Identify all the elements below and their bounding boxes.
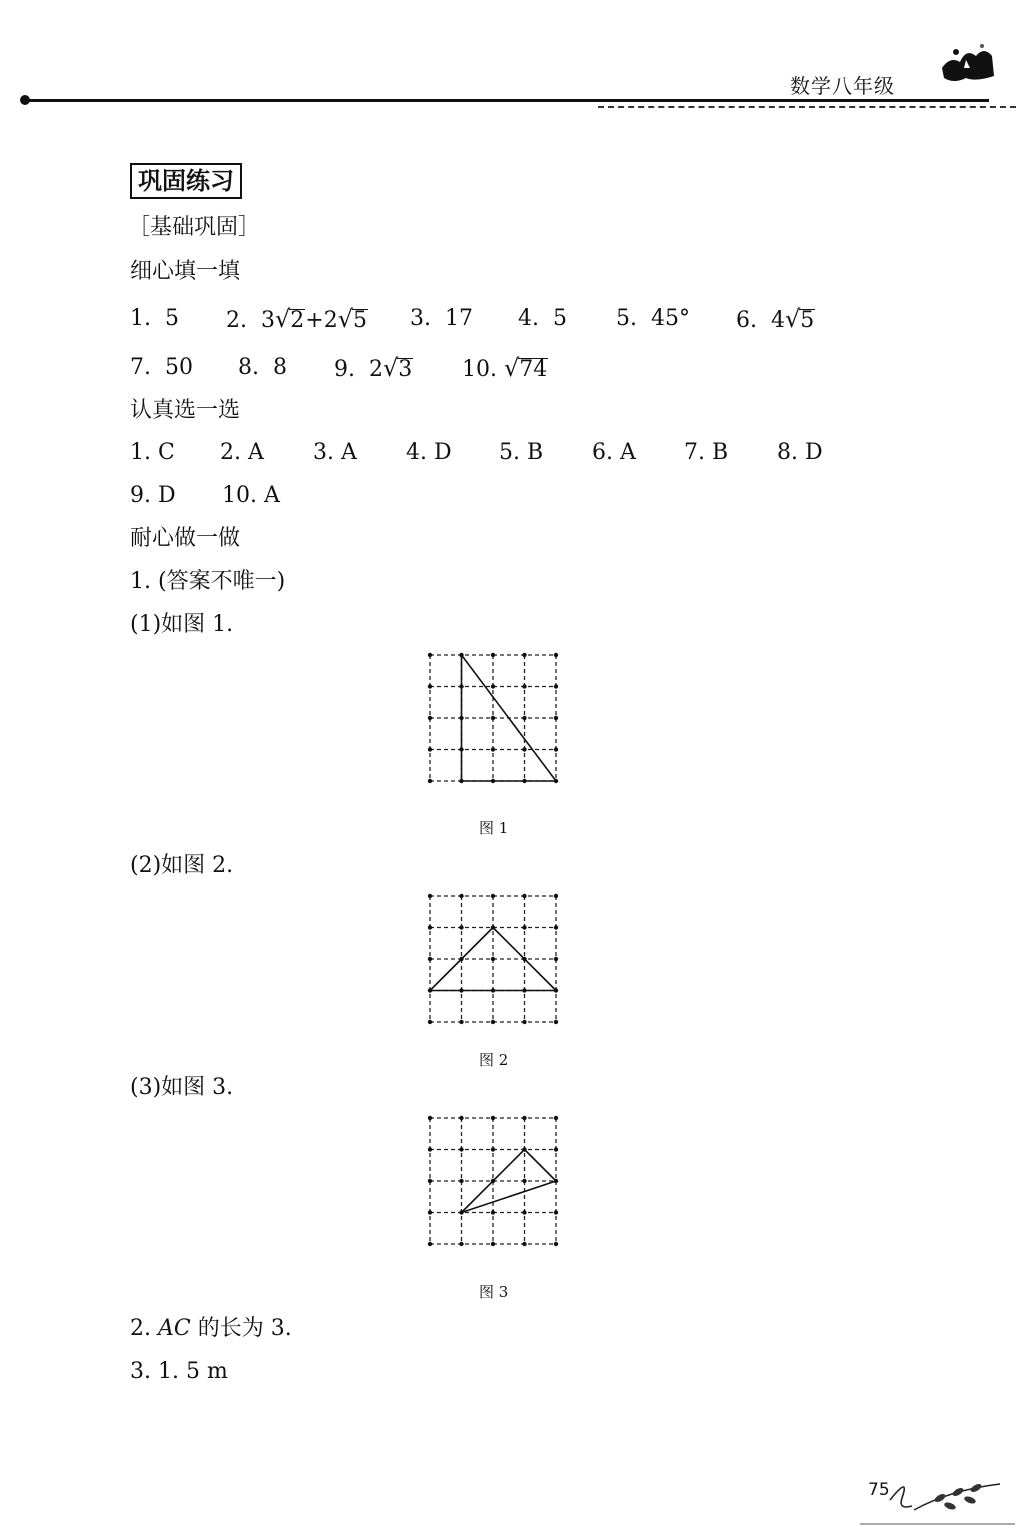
figure-1 <box>425 650 561 790</box>
grid-point <box>428 1147 432 1151</box>
grid-point <box>522 1020 526 1024</box>
fill-answer-4: 4. 5 <box>518 306 567 331</box>
grid-point <box>554 1210 558 1214</box>
grid-point <box>491 1116 495 1120</box>
fill-answer-2: 2. 3√2+2√5 <box>226 305 368 333</box>
grid-point <box>554 1242 558 1246</box>
grid-point <box>554 653 558 657</box>
grid-point <box>554 957 558 961</box>
grid-point <box>428 925 432 929</box>
fill-answer-6: 6. 4√5 <box>736 305 815 333</box>
figure-2 <box>425 891 561 1031</box>
grid-point <box>554 684 558 688</box>
grid-point <box>459 1116 463 1120</box>
grid-point <box>522 894 526 898</box>
grid-point <box>428 1210 432 1214</box>
grid-point <box>428 894 432 898</box>
grid-point <box>428 1116 432 1120</box>
grid-point <box>428 684 432 688</box>
choice-answer-6: 6. A <box>592 440 636 465</box>
grid-point <box>491 1147 495 1151</box>
figure-segment <box>462 1181 557 1213</box>
choice-answer-1: 1. C <box>130 440 175 465</box>
grid-point <box>459 1179 463 1183</box>
part-2-label: (2)如图 2. <box>130 853 234 878</box>
fill-answer-9: 9. 2√3 <box>334 354 413 382</box>
grid-point <box>428 747 432 751</box>
grid-point <box>428 779 432 783</box>
figure-3-caption: 图 3 <box>479 1283 509 1301</box>
choice-answer-3: 3. A <box>313 440 357 465</box>
grid-point <box>554 747 558 751</box>
grid-point <box>459 1147 463 1151</box>
footer-decoration-icon <box>850 1470 1025 1530</box>
grid-point <box>459 1020 463 1024</box>
grid-point <box>554 894 558 898</box>
grid-point <box>491 1020 495 1024</box>
grid-point <box>459 925 463 929</box>
fill-answer-10: 10. √74 <box>462 354 548 382</box>
header-decoration-icon <box>936 38 998 88</box>
choice-answer-9: 9. D <box>130 483 176 508</box>
grid-point <box>522 1116 526 1120</box>
fill-answer-1: 1. 5 <box>130 306 179 331</box>
grid-point <box>491 653 495 657</box>
header-title: 数学八年级 <box>790 74 895 98</box>
grid-point <box>554 925 558 929</box>
question-3: 3. 1. 5 m <box>130 1359 228 1384</box>
grid-point <box>428 1179 432 1183</box>
part-3-label: (3)如图 3. <box>130 1075 234 1100</box>
grid-point <box>491 684 495 688</box>
header-dashed-rule <box>598 106 1016 108</box>
grid-point <box>522 1210 526 1214</box>
grid-point <box>522 716 526 720</box>
grid-point <box>491 716 495 720</box>
choice-heading: 认真选一选 <box>130 398 241 423</box>
fill-answer-8: 8. 8 <box>238 355 287 380</box>
grid-point <box>522 925 526 929</box>
fill-answer-3: 3. 17 <box>410 306 473 331</box>
grid-point <box>428 716 432 720</box>
grid-point <box>459 1242 463 1246</box>
figure-1-caption: 图 1 <box>479 819 509 837</box>
grid-point <box>554 1020 558 1024</box>
figure-segment <box>525 1150 557 1182</box>
choice-answer-7: 7. B <box>684 440 729 465</box>
grid-point <box>491 957 495 961</box>
grid-point <box>522 653 526 657</box>
grid-point <box>428 1020 432 1024</box>
grid-point <box>428 653 432 657</box>
grid-point <box>522 1242 526 1246</box>
grid-point <box>428 1242 432 1246</box>
figure-3 <box>425 1113 561 1253</box>
choice-answer-2: 2. A <box>220 440 264 465</box>
solve-heading: 耐心做一做 <box>130 526 241 551</box>
grid-point <box>522 1179 526 1183</box>
question-1: 1. (答案不唯一) <box>130 569 286 594</box>
figure-2-caption: 图 2 <box>479 1051 509 1069</box>
grid-point <box>491 894 495 898</box>
grid-point <box>491 1242 495 1246</box>
grid-point <box>522 684 526 688</box>
fill-answer-7: 7. 50 <box>130 355 193 380</box>
grid-point <box>554 716 558 720</box>
grid-point <box>428 957 432 961</box>
header-rule <box>24 99 989 102</box>
choice-answer-5: 5. B <box>499 440 544 465</box>
choice-answer-10: 10. A <box>222 483 280 508</box>
subsection-title: ［基础巩固］ <box>128 215 261 240</box>
grid-point <box>491 747 495 751</box>
grid-point <box>554 1116 558 1120</box>
grid-point <box>522 747 526 751</box>
choice-answer-4: 4. D <box>406 440 452 465</box>
section-title: 巩固练习 <box>130 163 242 199</box>
page-number: 75 <box>868 1480 890 1500</box>
part-1-label: (1)如图 1. <box>130 612 234 637</box>
question-2: 2. AC 的长为 3. <box>130 1316 292 1341</box>
choice-answer-8: 8. D <box>777 440 823 465</box>
fill-answer-5: 5. 45° <box>616 306 690 331</box>
grid-point <box>459 894 463 898</box>
grid-point <box>554 1147 558 1151</box>
grid-point <box>491 1210 495 1214</box>
fill-heading: 细心填一填 <box>130 259 241 284</box>
